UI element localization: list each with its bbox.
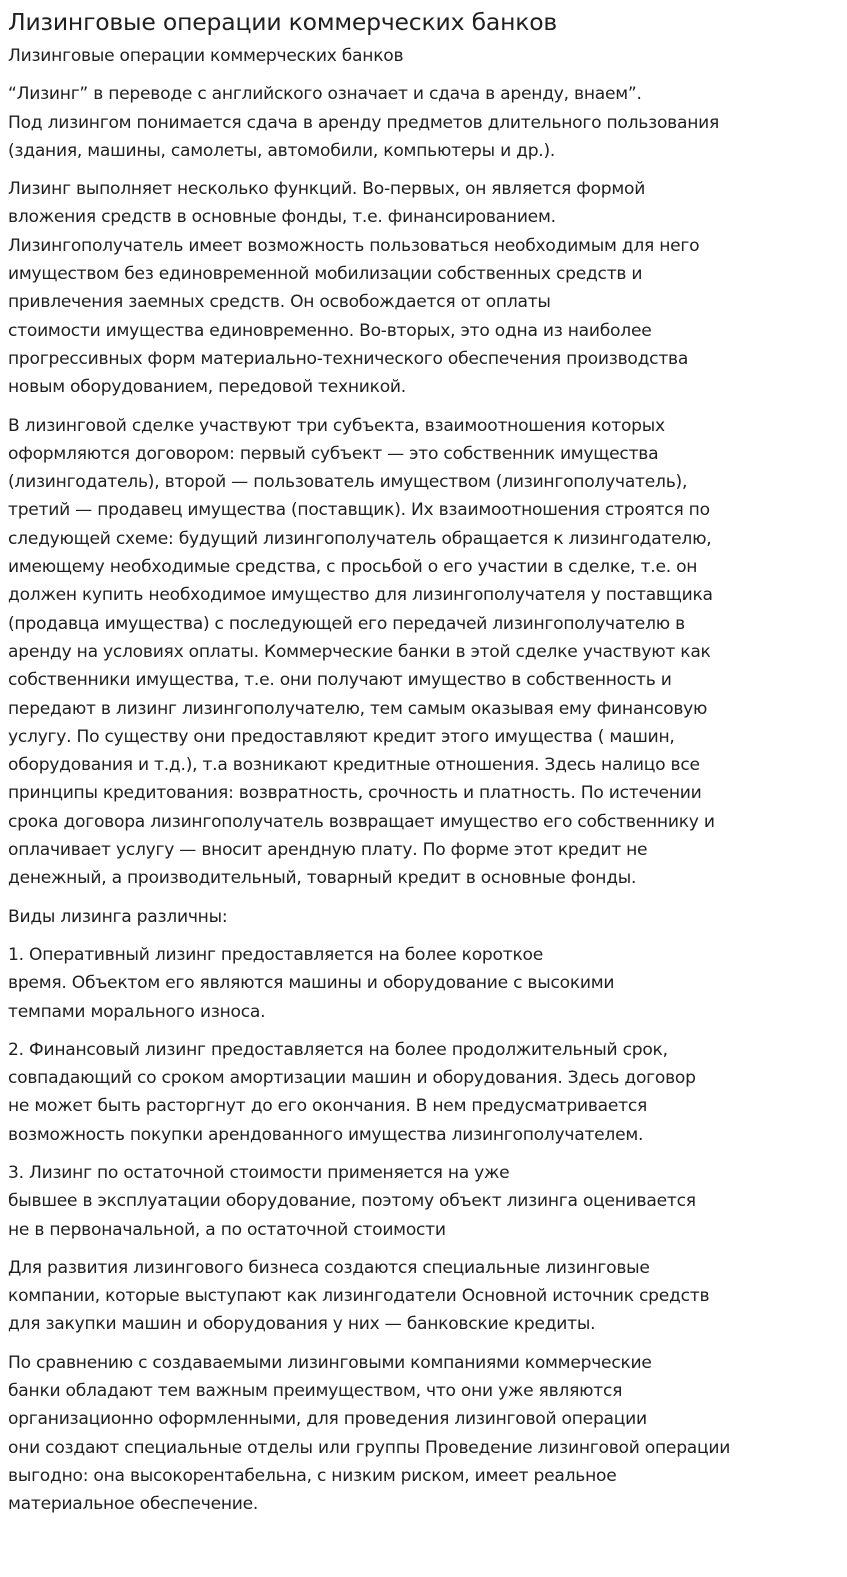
text-line: не в первоначальной, а по остаточной стоимости [8, 1219, 446, 1240]
text-line: Под лизингом понимается сдача в аренду предметов длительного пользования [8, 112, 720, 133]
paragraph [8, 175, 839, 401]
text-line: организационно оформленными, для проведения лизинговой операции [8, 1409, 647, 1430]
text-line: собственники имущества, т.е. они получают имущество в собственность и [8, 670, 672, 691]
paragraph [8, 80, 839, 165]
text-line: они создают специальные отделы или группы Проведение лизинговой операции [8, 1437, 731, 1458]
paragraph [8, 1254, 839, 1339]
text-line: аренду на условиях оплаты. Коммерческие банки в этой сделке участвуют как [8, 641, 711, 662]
text-line: бывшее в эксплуатации оборудование, поэтому объект лизинга оценивается [8, 1191, 696, 1212]
paragraph [8, 412, 839, 893]
text-line: Для развития лизингового бизнеса создаются специальные лизинговые [8, 1257, 650, 1278]
text-line: Виды лизинга различны: [8, 906, 228, 927]
paragraph [8, 1036, 839, 1149]
text-line: новым оборудованием, передовой техникой. [8, 377, 406, 398]
text-line: (лизингодатель), второй — пользователь имуществом (лизингополучатель), [8, 472, 688, 493]
text-line: (здания, машины, самолеты, автомобили, компьютеры и др.). [8, 140, 556, 161]
paragraph [8, 903, 839, 931]
text-line: 2. Финансовый лизинг предоставляется на более продолжительный срок, [8, 1039, 668, 1060]
text-line: услугу. По существу они предоставляют кредит этого имущества ( машин, [8, 726, 675, 747]
text-line: материальное обеспечение. [8, 1494, 259, 1515]
text-line: В лизинговой сделке участвуют три субъекта, взаимоотношения которых [8, 415, 665, 436]
text-line: должен купить необходимое имущество для лизингополучателя у поставщика [8, 585, 713, 606]
text-line: передают в лизинг лизингополучателю, тем самым оказывая ему финансовую [8, 698, 708, 719]
text-line: следующей схеме: будущий лизингополучатель обращается к лизингодателю, [8, 528, 712, 549]
text-line: привлечения заемных средств. Он освобождается от оплаты [8, 292, 551, 313]
text-line: (продавца имущества) с последующей его передачей лизингополучателю в [8, 613, 685, 634]
text-line: срока договора лизингополучатель возвращает имущество его собственнику и [8, 811, 715, 832]
page-subtitle [8, 42, 839, 70]
text-line: 1. Оперативный лизинг предоставляется на более короткое [8, 944, 543, 965]
text-line: “Лизинг” в переводе с английского означает и сдача в аренду, внаем”. [8, 84, 642, 105]
text-line: прогрессивных форм материально-технического обеспечения производства [8, 348, 689, 369]
text-line: выгодно: она высокорентабельна, с низким риском, имеет реальное [8, 1465, 617, 1486]
text-line: оплачивает услугу — вносит арендную плату. По форме этот кредит не [8, 840, 648, 861]
text-line: денежный, а производительный, товарный кредит в основные фонды. [8, 868, 637, 889]
text-line: банки обладают тем важным преимуществом, что они уже являются [8, 1381, 623, 1402]
text-line: для закупки машин и оборудования у них — банковские кредиты. [8, 1314, 596, 1335]
text-line: третий — продавец имущества (поставщик). Их взаимоотношения строятся по [8, 500, 710, 521]
text-line: стоимости имущества единовременно. Во-вторых, это одна из наиболее [8, 320, 652, 341]
paragraph [8, 941, 839, 1026]
text-line: компании, которые выступают как лизингодатели Основной источник средств [8, 1286, 710, 1307]
text-line: не может быть расторгнут до его окончания. В нем предусматривается [8, 1096, 648, 1117]
text-line: имеющему необходимые средства, с просьбой о его участии в сделке, т.е. он [8, 557, 698, 578]
text-line: время. Объектом его являются машины и оборудование с высокими [8, 973, 615, 994]
paragraph [8, 1349, 839, 1519]
paragraph [8, 1159, 839, 1244]
text-line: возможность покупки арендованного имущества лизингополучателем. [8, 1124, 644, 1145]
text-line: темпами морального износа. [8, 1001, 266, 1022]
page-title: Лизинговые операции коммерческих банков [8, 8, 558, 36]
text-line: Лизингополучатель имеет возможность пользоваться необходимым для него [8, 235, 700, 256]
text-line: По сравнению с создаваемыми лизинговыми компаниями коммерческие [8, 1352, 652, 1373]
text-line: вложения средств в основные фонды, т.е. финансированием. [8, 207, 556, 228]
text-line: 3. Лизинг по остаточной стоимости применяется на уже [8, 1162, 510, 1183]
document-body [8, 42, 839, 1519]
text-line: оборудования и т.д.), т.а возникают кредитные отношения. Здесь налицо все [8, 755, 700, 776]
text-line: имуществом без единовременной мобилизации собственных средств и [8, 264, 643, 285]
text-line: Лизинговые операции коммерческих банков [8, 46, 404, 66]
text-line: оформляются договором: первый субъект — это собственник имущества [8, 443, 659, 464]
text-line: принципы кредитования: возвратность, срочность и платность. По истечении [8, 783, 702, 804]
text-line: Лизинг выполняет несколько функций. Во-первых, он является формой [8, 179, 646, 200]
text-line: совпадающий со сроком амортизации машин и оборудования. Здесь договор [8, 1068, 696, 1089]
